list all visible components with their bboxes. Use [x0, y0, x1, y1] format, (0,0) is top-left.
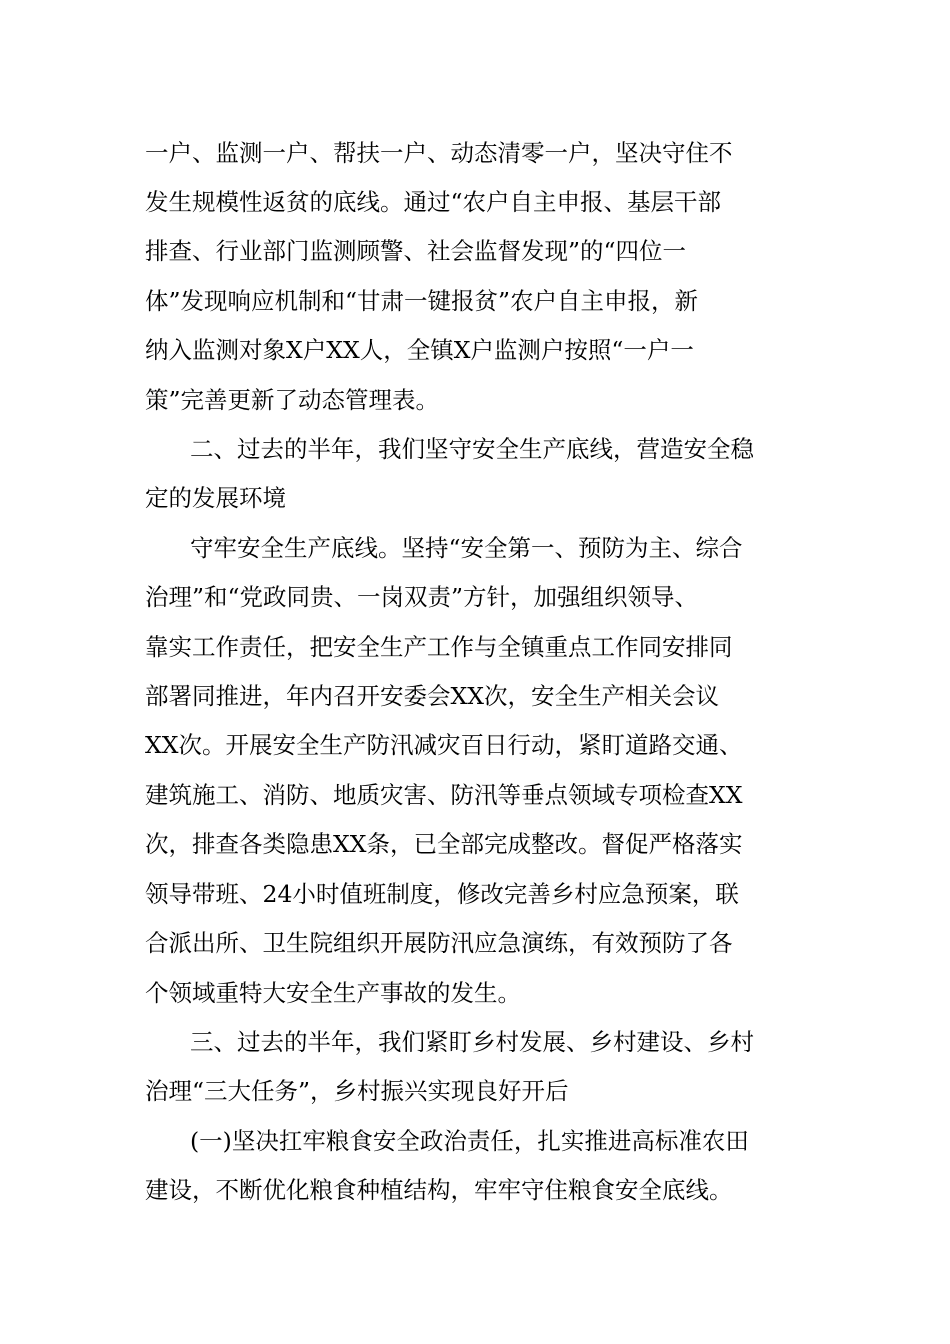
text-line: 部署同推进，年内召开安委会XX次，安全生产相关会议	[145, 682, 719, 710]
text-line: 靠实工作责任，把安全生产工作与全镇重点工作同安排同	[145, 633, 733, 661]
text-line: 排查、行业部门监测顾警、社会监督发现”的“四位一	[145, 237, 687, 265]
section-heading: 三、过去的半年，我们紧盯乡村发展、乡村建设、乡村	[190, 1028, 754, 1056]
text-line: 治理”和“党政同贵、一岗双责”方针，加强组织领导、	[145, 583, 699, 611]
text-line: 发生规模性返贫的底线。通过“农户自主申报、基层干部	[145, 188, 722, 216]
text-line: 纳入监测对象X户XX人，全镇X户监测户按照“一户一	[145, 336, 694, 364]
text-line: 一户、监测一户、帮扶一户、动态清零一户，坚决守住不	[145, 139, 733, 167]
text-line: 体”发现响应机制和“甘肃一键报贫”农户自主申报，新	[145, 287, 699, 315]
text-line: 建设，不断优化粮食种植结构，牢牢守住粮食安全底线。	[145, 1176, 733, 1204]
text-line: 个领域重特大安全生产事故的发生。	[145, 979, 521, 1007]
text-line: (一)坚决扛牢粮食安全政治责任，扎实推进高标准农田	[190, 1127, 749, 1155]
section-heading: 二、过去的半年，我们坚守安全生产底线，营造安全稳	[190, 435, 754, 463]
section-heading: 治理“三大任务”，乡村振兴实现良好开后	[145, 1077, 569, 1105]
section-heading: 定的发展环境	[145, 484, 286, 512]
text-line: 领导带班、24小时值班制度，修改完善乡村应急预案，联	[145, 880, 739, 908]
text-line: 建筑施工、消防、地质灾害、防汛等垂点领域专项检查XX	[145, 781, 743, 809]
text-line: 次，排查各类隐患XX条，已全部完成整改。督促严格落实	[145, 830, 743, 858]
text-line: 守牢安全生产底线。坚持“安全第一、预防为主、综合	[190, 534, 743, 562]
text-line: XX次。开展安全生产防汛减灾百日行动，紧盯道路交通、	[145, 731, 743, 759]
text-line: 策”完善更新了动态管理表。	[145, 386, 440, 414]
text-line: 合派出所、卫生院组织开展防汛应急演练，有效预防了各	[145, 929, 733, 957]
